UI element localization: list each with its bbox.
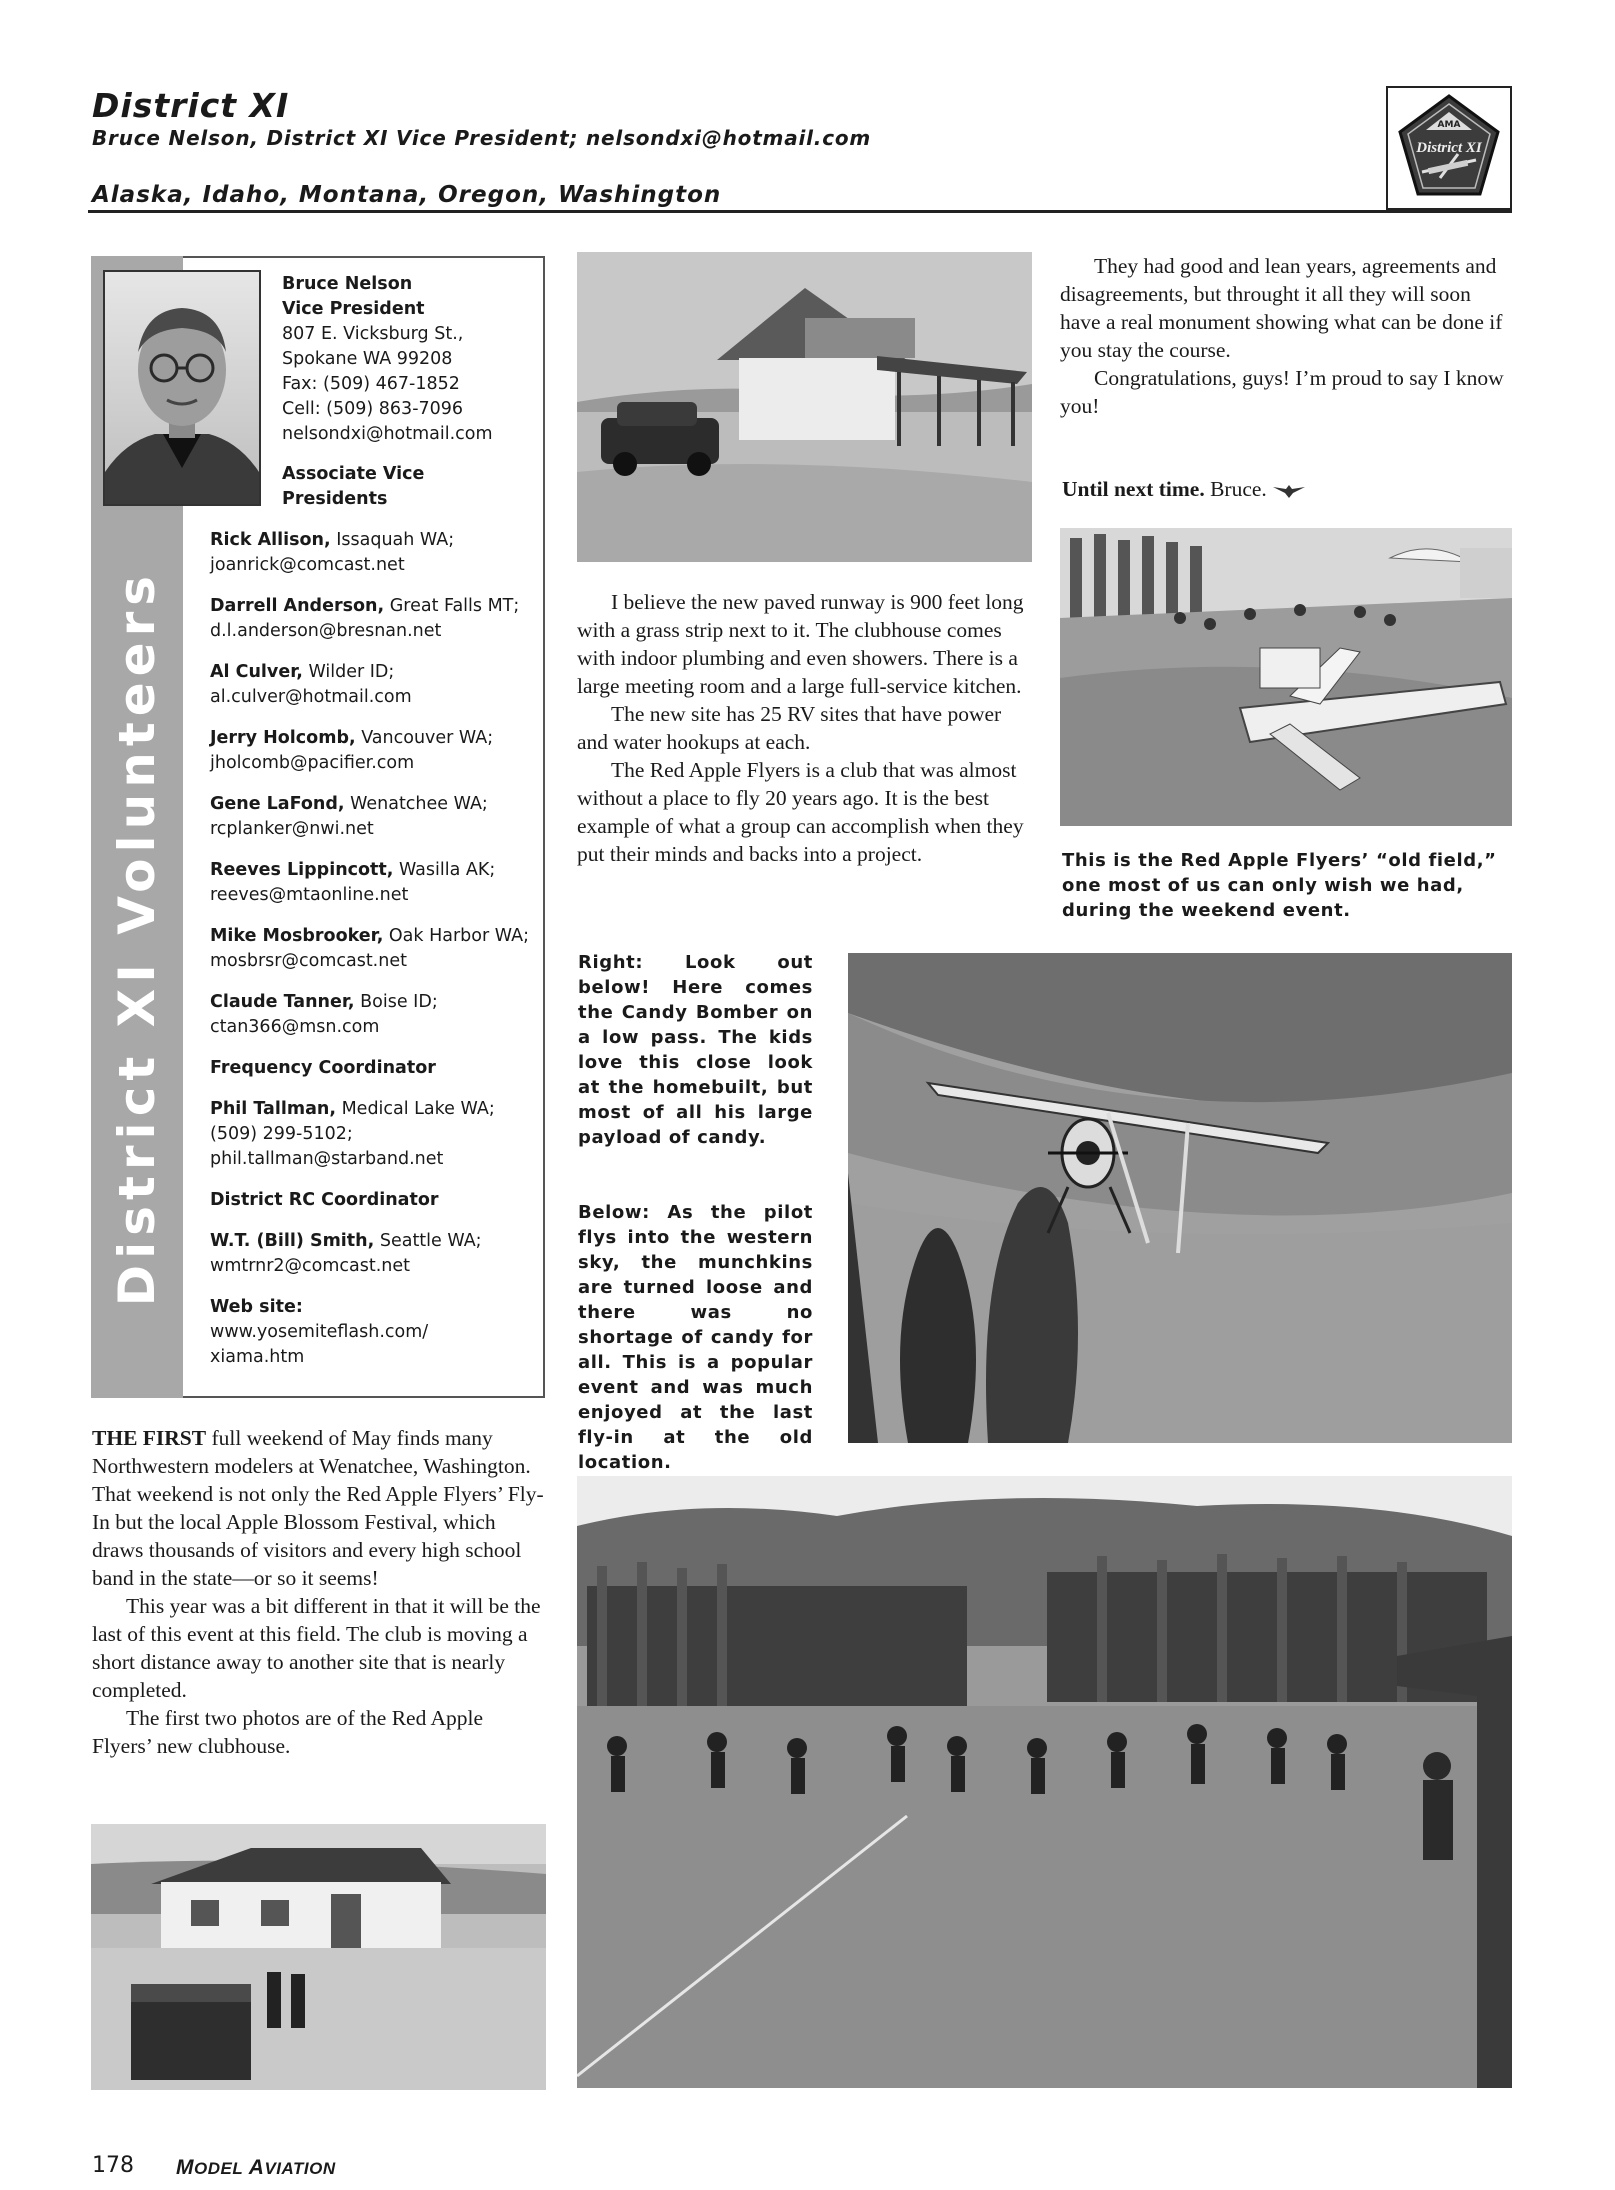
candy-bomber-photo-image bbox=[848, 953, 1512, 1443]
magazine-m: M bbox=[176, 2156, 194, 2179]
volunteer-location: Wenatchee WA; bbox=[344, 794, 488, 814]
clubhouse-2-photo-image bbox=[91, 1824, 546, 2090]
magazine-a: A bbox=[243, 2156, 265, 2179]
paragraph-text: full weekend of May finds many Northwestern modelers at Wenatchee, Washington. That weekend is not only the Red Apple Flyers’ Fly-In but the local Apple Blossom Festival, which draws thousands of visitors and every high school band in the state—or so it seems! bbox=[92, 1426, 544, 1590]
volunteer-email[interactable]: reeves@mtaonline.net bbox=[210, 885, 409, 905]
volunteer-list bbox=[210, 528, 540, 1370]
volunteer-location: Great Falls MT; bbox=[384, 596, 520, 616]
paragraph bbox=[92, 1424, 547, 1592]
district-logo-icon bbox=[1388, 88, 1510, 208]
volunteer-email[interactable]: rcplanker@nwi.net bbox=[210, 819, 374, 839]
website-heading: Web site: bbox=[210, 1297, 303, 1317]
list-item bbox=[210, 726, 540, 776]
volunteer-name: Phil Tallman, bbox=[210, 1099, 337, 1119]
website-block bbox=[210, 1295, 540, 1370]
vp-fax: Fax: (509) 467-1852 bbox=[282, 374, 460, 394]
sign-off bbox=[1062, 477, 1306, 502]
vp-portrait bbox=[103, 270, 261, 506]
list-item bbox=[210, 792, 540, 842]
volunteer-name: Reeves Lippincott, bbox=[210, 860, 394, 880]
volunteer-location: Oak Harbor WA; bbox=[383, 926, 529, 946]
paragraph: Congratulations, guys! I’m proud to say I know you! bbox=[1060, 366, 1504, 418]
volunteer-email[interactable]: joanrick@comcast.net bbox=[210, 555, 405, 575]
volunteer-email[interactable]: d.l.anderson@bresnan.net bbox=[210, 621, 442, 641]
volunteer-location: Boise ID; bbox=[354, 992, 438, 1012]
volunteer-name: Rick Allison, bbox=[210, 530, 331, 550]
assoc-vp-heading bbox=[282, 462, 542, 512]
website-url-line1[interactable]: www.yosemiteflash.com/ bbox=[210, 1322, 429, 1342]
website-url-line2[interactable]: xiama.htm bbox=[210, 1347, 305, 1367]
article-column-3 bbox=[1060, 252, 1515, 420]
vp-street: 807 E. Vicksburg St., bbox=[282, 324, 464, 344]
volunteers-band-title: District XI Volunteers bbox=[108, 569, 166, 1306]
vp-contact bbox=[282, 272, 542, 447]
sign-off-name: Bruce. bbox=[1204, 477, 1267, 501]
volunteer-email[interactable]: al.culver@hotmail.com bbox=[210, 687, 412, 707]
vp-email[interactable]: nelsondxi@hotmail.com bbox=[282, 424, 493, 444]
logo-district-text: District XI bbox=[1416, 140, 1482, 156]
magazine-name bbox=[176, 2156, 336, 2180]
volunteer-location: Medical Lake WA; bbox=[336, 1099, 495, 1119]
ama-wings-icon bbox=[1272, 483, 1306, 499]
article-column-2 bbox=[577, 588, 1032, 868]
volunteer-location: Wilder ID; bbox=[302, 662, 395, 682]
vp-cell: Cell: (509) 863-7096 bbox=[282, 399, 464, 419]
vp-portrait-image bbox=[105, 272, 259, 504]
paragraph: This year was a bit different in that it will be the last of this event at this field. The club is moving a short distance away to another site that is nearly completed. bbox=[92, 1594, 541, 1702]
district-title: District XI bbox=[92, 86, 290, 125]
caption-candy-bomber: Right: Look out below! Here comes the Candy Bomber on a low pass. The kids love this close look at the homebuilt, but most of all his large payload of candy. bbox=[578, 952, 813, 1148]
volunteer-phone: (509) 299-5102; bbox=[210, 1124, 353, 1144]
district-vp-line: Bruce Nelson, District XI Vice President; nelsondxi@hotmail.com bbox=[92, 126, 872, 150]
paragraph: They had good and lean years, agreements and disagreements, but throught it all they will soon have a real monument showing what can be done if you stay the course. bbox=[1060, 254, 1503, 362]
vp-title: Vice President bbox=[282, 299, 425, 319]
photo-new-clubhouse bbox=[577, 252, 1032, 562]
list-item bbox=[210, 528, 540, 578]
volunteer-location: Issaquah WA; bbox=[330, 530, 455, 550]
volunteer-email[interactable]: wmtrnr2@comcast.net bbox=[210, 1256, 411, 1276]
paragraph: The new site has 25 RV sites that have power and water hookups at each. bbox=[577, 702, 1002, 754]
volunteer-name: Jerry Holcomb, bbox=[210, 728, 356, 748]
logo-ama-text: AMA bbox=[1437, 120, 1461, 130]
volunteer-name: W.T. (Bill) Smith, bbox=[210, 1231, 375, 1251]
munchkins-photo-image bbox=[577, 1476, 1512, 2088]
photo-munchkins-run bbox=[577, 1476, 1512, 2088]
header-rule bbox=[88, 210, 1512, 213]
volunteer-email[interactable]: ctan366@msn.com bbox=[210, 1017, 380, 1037]
volunteer-name: Gene LaFond, bbox=[210, 794, 345, 814]
assoc-vp-heading-line2: Presidents bbox=[282, 489, 388, 509]
volunteer-email[interactable]: mosbrsr@comcast.net bbox=[210, 951, 407, 971]
lead-in: THE FIRST bbox=[92, 1426, 207, 1450]
district-states: Alaska, Idaho, Montana, Oregon, Washington bbox=[92, 182, 722, 208]
freq-coordinator-heading: Frequency Coordinator bbox=[210, 1058, 436, 1078]
caption-munchkins: Below: As the pilot flys into the western sky, the munchkins are turned loose and there was no shortage of candy for all. This is a popular event and was much enjoyed at the last fly-in at the old location. bbox=[578, 1202, 813, 1473]
clubhouse-photo-image bbox=[577, 252, 1032, 562]
volunteer-location: Wasilla AK; bbox=[393, 860, 496, 880]
old-field-photo-image bbox=[1060, 528, 1512, 826]
photo-candy-bomber bbox=[848, 953, 1512, 1443]
vp-city: Spokane WA 99208 bbox=[282, 349, 453, 369]
list-item bbox=[210, 1229, 540, 1279]
volunteer-name: Darrell Anderson, bbox=[210, 596, 385, 616]
list-item bbox=[210, 858, 540, 908]
list-item bbox=[210, 1097, 540, 1172]
article-column-1 bbox=[92, 1424, 547, 1760]
paragraph: The Red Apple Flyers is a club that was almost without a place to fly 20 years ago. It is the best example of what a group can accomplish when they put their minds and backs into a project. bbox=[577, 758, 1024, 866]
caption-old-field: This is the Red Apple Flyers’ “old field,” one most of us can only wish we had, during the weekend event. bbox=[1062, 850, 1497, 921]
volunteer-location: Vancouver WA; bbox=[355, 728, 494, 748]
volunteer-name: Claude Tanner, bbox=[210, 992, 355, 1012]
photo-old-field bbox=[1060, 528, 1512, 826]
volunteer-name: Mike Mosbrooker, bbox=[210, 926, 384, 946]
magazine-odel: ODEL bbox=[194, 2159, 244, 2178]
magazine-viation: VIATION bbox=[264, 2159, 336, 2178]
volunteer-location: Seattle WA; bbox=[374, 1231, 482, 1251]
ama-district-logo bbox=[1386, 86, 1512, 210]
list-item bbox=[210, 660, 540, 710]
volunteer-email[interactable]: jholcomb@pacifier.com bbox=[210, 753, 415, 773]
list-item bbox=[210, 594, 540, 644]
list-item bbox=[210, 990, 540, 1040]
paragraph: The first two photos are of the Red Apple Flyers’ new clubhouse. bbox=[92, 1706, 484, 1758]
rc-coordinator-heading: District RC Coordinator bbox=[210, 1190, 439, 1210]
volunteer-email[interactable]: phil.tallman@starband.net bbox=[210, 1149, 444, 1169]
list-item bbox=[210, 924, 540, 974]
volunteer-name: Al Culver, bbox=[210, 662, 303, 682]
page-number: 178 bbox=[92, 2153, 134, 2178]
sign-off-bold: Until next time. bbox=[1062, 477, 1205, 501]
assoc-vp-heading-line1: Associate Vice bbox=[282, 464, 425, 484]
photo-new-clubhouse-2 bbox=[91, 1824, 546, 2090]
vp-name: Bruce Nelson bbox=[282, 274, 413, 294]
paragraph: I believe the new paved runway is 900 feet long with a grass strip next to it. The clubhouse comes with indoor plumbing and even showers. There is a large meeting room and a large full-service kitchen. bbox=[577, 590, 1024, 698]
